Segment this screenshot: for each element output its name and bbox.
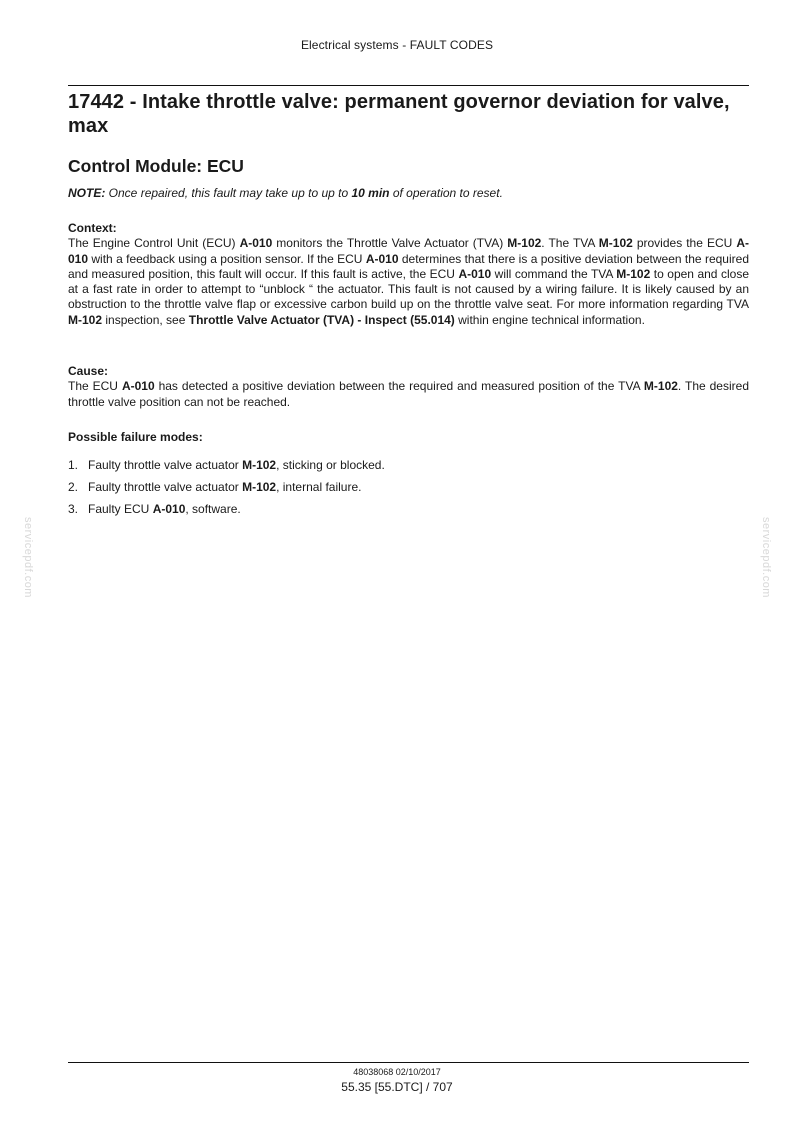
- list-text: Faulty ECU: [88, 502, 153, 516]
- bold-reference: A-010: [68, 236, 749, 266]
- list-text: Faulty throttle valve actuator: [88, 458, 243, 472]
- note: [68, 186, 749, 200]
- bold-reference: M-102: [68, 312, 103, 327]
- bold-reference: A-010: [121, 379, 155, 394]
- footer-doc-id: 48038068 02/10/2017: [353, 1067, 441, 1077]
- note-duration: 10 min: [351, 186, 390, 200]
- text-run: monitors the Throttle Valve Actuator (TVA): [272, 236, 508, 251]
- footer-rule: [68, 1062, 749, 1063]
- text-run: with a feedback using a position sensor. If the ECU: [88, 251, 366, 266]
- text-run: inspection, see: [102, 312, 189, 327]
- note-label: NOTE:: [68, 186, 106, 200]
- bold-reference: Throttle Valve Actuator (TVA) - Inspect (55.014): [188, 312, 455, 327]
- component-code: M-102: [242, 458, 277, 472]
- failure-modes-list: [68, 458, 749, 524]
- bold-reference: A-010: [239, 236, 273, 251]
- text-run: will command the TVA: [491, 266, 617, 281]
- text-run: . The TVA: [541, 236, 599, 251]
- note-text-pre: Once repaired, this fault may take up to up to: [105, 186, 352, 200]
- list-text: Faulty throttle valve actuator: [88, 480, 243, 494]
- failure-modes-label: Possible failure modes:: [68, 430, 203, 444]
- bold-reference: M-102: [598, 236, 633, 251]
- running-header: Electrical systems - FAULT CODES: [300, 38, 494, 52]
- watermark-left: servicepdf.com: [22, 517, 34, 598]
- component-code: M-102: [242, 480, 277, 494]
- list-text: , sticking or blocked.: [276, 458, 385, 472]
- text-run: . The desired throttle valve position can not be reached.: [68, 379, 749, 409]
- page-title: 17442 - Intake throttle valve: permanent governor deviation for valve, max: [68, 91, 730, 137]
- context-section: [68, 221, 749, 328]
- bold-reference: M-102: [643, 379, 678, 394]
- text-run: The Engine Control Unit (ECU): [68, 236, 240, 251]
- component-code: A-010: [152, 502, 186, 516]
- text-run: to open and close at a fast rate in order to attempt to “unblock “ the actuator. This fault is not caused by a wiring failure. It is likely caused by an obstruction to the throttle valve flap or excessive carbon build up on the throttle valve seat. For more information regarding TVA: [68, 266, 749, 312]
- text-run: The ECU: [68, 379, 122, 394]
- list-number: 1.: [68, 458, 79, 472]
- header-rule: [68, 85, 749, 86]
- text-run: determines that there is a positive deviation between the required and measured position, this fault will occur. If this fault is active, the ECU: [68, 251, 749, 281]
- text-run: provides the ECU: [632, 236, 737, 251]
- bold-reference: A-010: [365, 251, 399, 266]
- cause-paragraph: [68, 379, 749, 410]
- cause-label: Cause:: [68, 364, 109, 378]
- list-text: , software.: [185, 502, 241, 516]
- list-item: [68, 502, 749, 524]
- note-text-post: of operation to reset.: [389, 186, 503, 200]
- cause-section: [68, 364, 749, 410]
- control-module-heading: Control Module: ECU: [68, 156, 244, 176]
- list-number: 3.: [68, 502, 79, 516]
- bold-reference: M-102: [507, 236, 542, 251]
- context-paragraph: [68, 236, 749, 328]
- text-run: within engine technical information.: [454, 312, 645, 327]
- footer-page-number: 55.35 [55.DTC] / 707: [341, 1080, 453, 1094]
- text-run: has detected a positive deviation between the required and measured position of the TVA: [154, 379, 644, 394]
- list-text: , internal failure.: [276, 480, 362, 494]
- list-item: [68, 458, 749, 480]
- watermark-right: servicepdf.com: [760, 517, 772, 598]
- context-label: Context:: [68, 221, 117, 235]
- bold-reference: A-010: [458, 266, 492, 281]
- list-number: 2.: [68, 480, 79, 494]
- list-item: [68, 480, 749, 502]
- bold-reference: M-102: [616, 266, 651, 281]
